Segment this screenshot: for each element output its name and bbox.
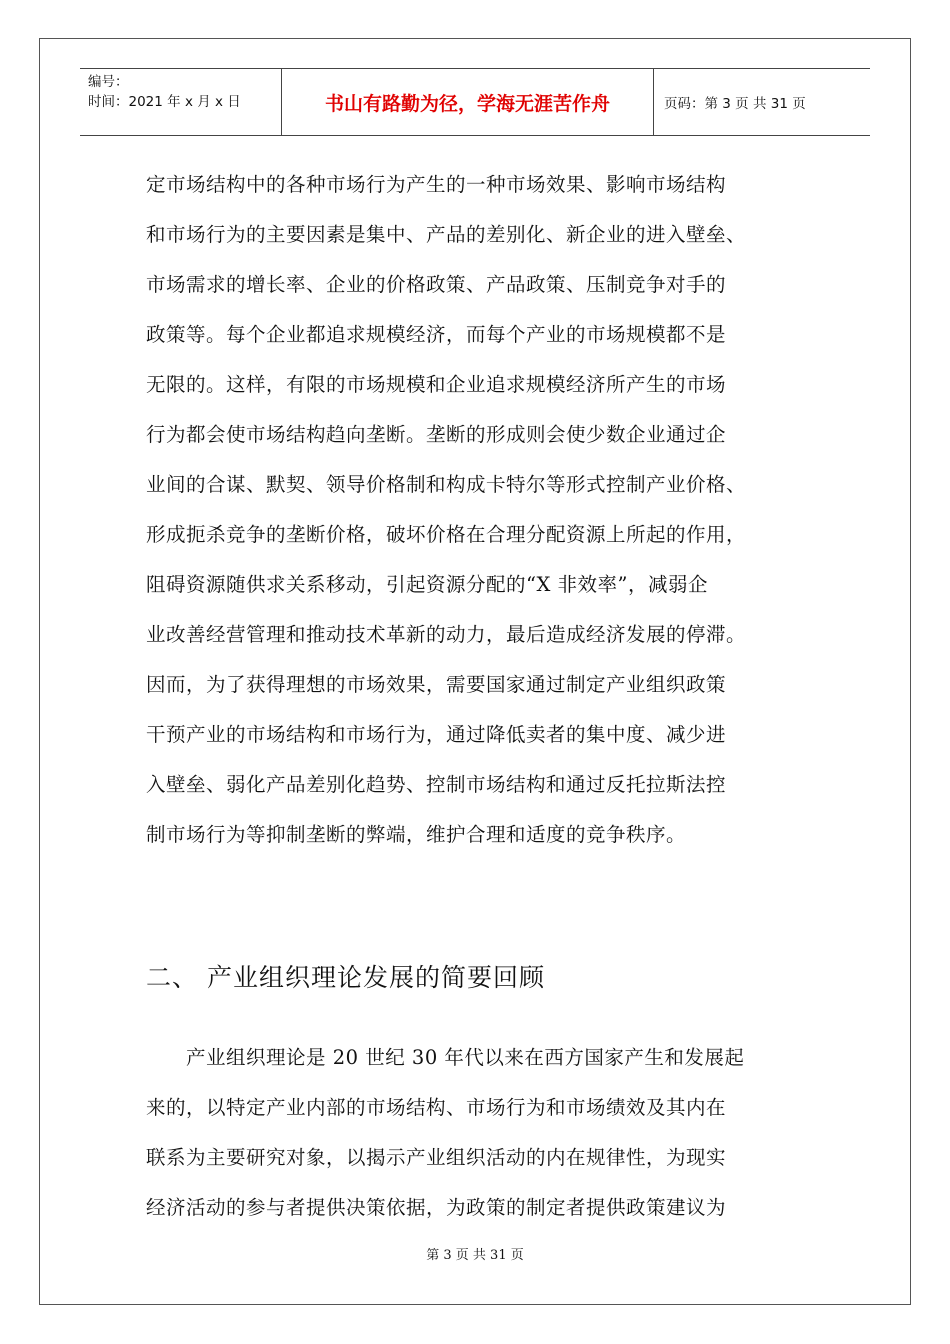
text-line: 定市场结构中的各种市场行为产生的一种市场效果、影响市场结构 [146,173,727,196]
text-line: 制市场行为等抑制垄断的弊端，维护合理和适度的竞争秩序。 [146,823,687,846]
text-line: 无限的。这样，有限的市场规模和企业追求规模经济所产生的市场 [146,373,727,396]
header-meta [80,69,282,135]
text-line: 干预产业的市场结构和市场行为，通过降低卖者的集中度、减少进 [146,723,727,746]
text-line: 因而，为了获得理想的市场效果，需要国家通过制定产业组织政策 [146,673,727,696]
text-line: 业间的合谋、默契、领导价格制和构成卡特尔等形式控制产业价格、 [146,473,747,496]
text-line: 产业组织理论是 20 世纪 30 年代以来在西方国家产生和发展起 [146,1046,745,1069]
text-line: 行为都会使市场结构趋向垄断。垄断的形成则会使少数企业通过企 [146,423,727,446]
time-label: 时间：2021 年 x 月 x 日 [88,94,241,110]
text-line: 政策等。每个企业都追求规模经济，而每个产业的市场规模都不是 [146,323,727,346]
text-line: 入壁垒、弱化产品差别化趋势、控制市场结构和通过反托拉斯法控 [146,773,727,796]
number-label: 编号： [88,74,129,90]
paragraph-2 [146,1033,796,1233]
text-line: 业改善经营管理和推动技术革新的动力，最后造成经济发展的停滞。 [146,623,747,646]
page-footer: 第 3 页 共 31 页 [426,1248,524,1263]
section-heading: 二、 产业组织理论发展的简要回顾 [146,963,545,992]
page-header [80,68,870,136]
text-line: 阻碍资源随供求关系移动，引起资源分配的“X 非效率”，减弱企 [146,573,709,596]
text-line: 经济活动的参与者提供决策依据，为政策的制定者提供政策建议为 [146,1196,727,1219]
text-line: 形成扼杀竞争的垄断价格，破坏价格在合理分配资源上所起的作用， [146,523,747,546]
text-line: 联系为主要研究对象，以揭示产业组织活动的内在规律性，为现实 [146,1146,727,1169]
paragraph-1 [146,160,796,860]
text-line: 市场需求的增长率、企业的价格政策、产品政策、压制竞争对手的 [146,273,727,296]
text-line: 和市场行为的主要因素是集中、产品的差别化、新企业的进入壁垒、 [146,223,747,246]
text-line: 来的，以特定产业内部的市场结构、市场行为和市场绩效及其内在 [146,1096,727,1119]
header-motto: 书山有路勤为径，学海无涯苦作舟 [282,69,654,135]
header-page-info: 页码：第 3 页 共 31 页 [664,96,806,112]
